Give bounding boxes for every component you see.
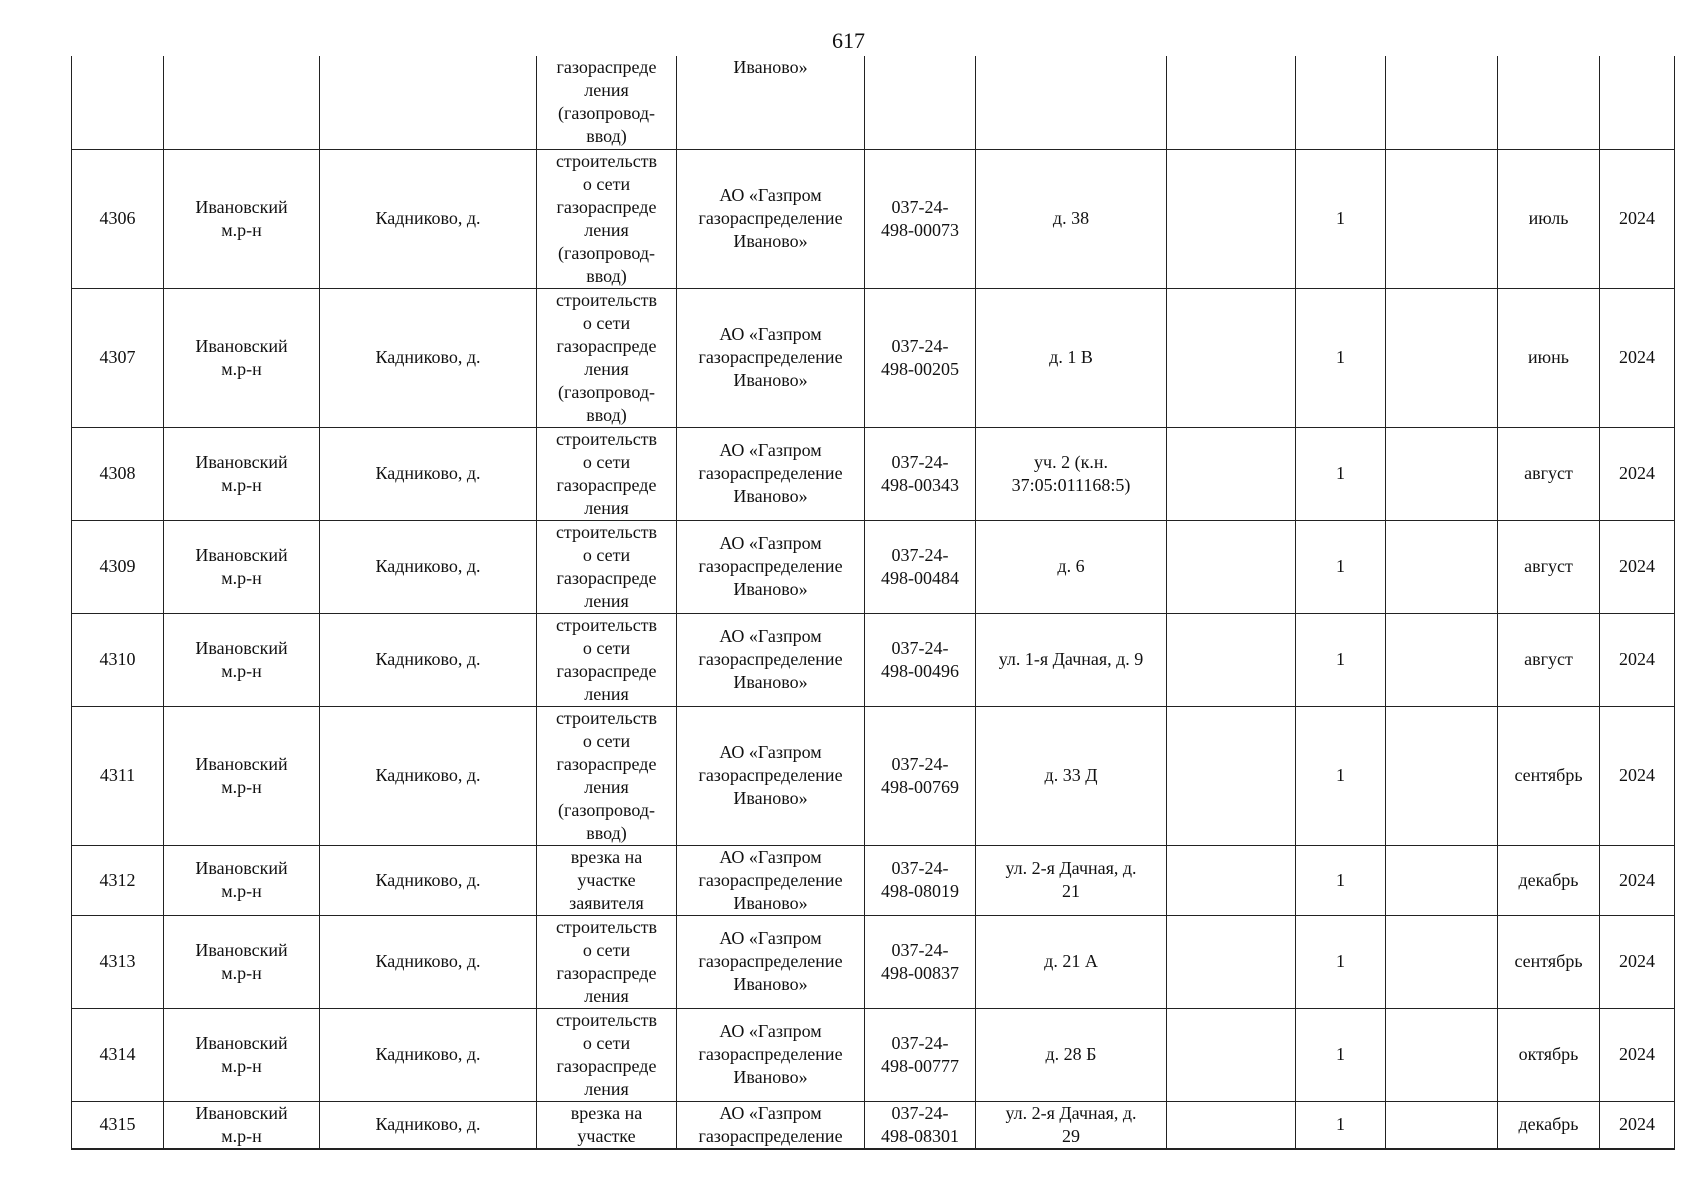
cell-line: м.р-н xyxy=(221,962,262,983)
cell-line: Иваново» xyxy=(733,788,808,808)
cell-line: газораспределение xyxy=(698,347,843,367)
cell-line: ления xyxy=(584,683,629,704)
cell-year: 2024 xyxy=(1600,1101,1675,1149)
cell-address xyxy=(976,56,1167,149)
cell-line: АО «Газпром xyxy=(719,185,822,205)
cell-count: 1 xyxy=(1296,427,1386,520)
continued-row xyxy=(72,56,1675,149)
cell-line: АО «Газпром xyxy=(719,1021,822,1041)
cell-month: июль xyxy=(1498,149,1600,288)
cell-count: 1 xyxy=(1296,613,1386,706)
cell-line: ул. 1-я Дачная, д. 9 xyxy=(998,649,1144,669)
cell-line: 498-00073 xyxy=(881,219,959,240)
cell-month: декабрь xyxy=(1498,1101,1600,1149)
cell-address xyxy=(976,288,1167,427)
cell-address xyxy=(976,149,1167,288)
page-number: 617 xyxy=(832,28,865,53)
cell-line: ввод) xyxy=(586,265,627,286)
cell-line: Ивановский xyxy=(195,858,288,878)
cell-line: 498-08301 xyxy=(881,1125,959,1146)
cell-line: 21 xyxy=(1062,881,1080,901)
cell-line: Иваново» xyxy=(733,672,808,692)
cell-line: (газопровод- xyxy=(557,242,655,263)
cell-line: м.р-н xyxy=(221,1055,262,1076)
cell-line: ления xyxy=(584,985,629,1006)
cell-line: д. 38 xyxy=(1052,208,1090,228)
cell-work-type xyxy=(537,1101,677,1149)
cell-line: строительств xyxy=(555,916,658,937)
cell-line: д. 33 Д xyxy=(1044,765,1098,785)
cell-line: м.р-н xyxy=(221,219,262,240)
cell-line: врезка на xyxy=(570,1102,643,1123)
cell-district xyxy=(164,613,320,706)
cell-line: о сети xyxy=(582,312,631,333)
cell-line: газораспреде xyxy=(556,660,657,681)
cell-line: м.р-н xyxy=(221,660,262,681)
cell-num: 4307 xyxy=(72,288,164,427)
cell-organization xyxy=(677,288,865,427)
cell-line: ввод) xyxy=(586,404,627,425)
cell-line: ления xyxy=(584,80,629,100)
cell-line: 498-00205 xyxy=(881,358,959,379)
cell-locality: Кадниково, д. xyxy=(320,845,537,915)
cell-empty-1 xyxy=(1167,845,1296,915)
cell-line: м.р-н xyxy=(221,881,262,901)
cell-line: АО «Газпром xyxy=(719,928,822,948)
cell-line: 498-00769 xyxy=(881,776,959,797)
cell-locality: Кадниково, д. xyxy=(320,427,537,520)
cell-line: ления xyxy=(584,497,629,518)
cell-month: декабрь xyxy=(1498,845,1600,915)
cell-empty-2 xyxy=(1386,1008,1498,1101)
cell-count xyxy=(1296,56,1386,149)
table-row xyxy=(72,613,1675,706)
cell-num: 4314 xyxy=(72,1008,164,1101)
cell-num: 4310 xyxy=(72,613,164,706)
cell-line: ления xyxy=(584,776,629,797)
cell-line: 29 xyxy=(1062,1125,1080,1146)
cell-year: 2024 xyxy=(1600,706,1675,845)
cell-line: о сети xyxy=(582,451,631,472)
cell-line: д. 6 xyxy=(1057,556,1085,576)
cell-line: ления xyxy=(584,590,629,611)
cell-year xyxy=(1600,56,1675,149)
cell-line: газораспределение xyxy=(698,208,843,228)
cell-month xyxy=(1498,56,1600,149)
cell-address xyxy=(976,915,1167,1008)
cell-month: август xyxy=(1498,613,1600,706)
cell-line: ввод) xyxy=(586,126,627,146)
cell-num: 4315 xyxy=(72,1101,164,1149)
cell-line: о сети xyxy=(582,637,631,658)
table-row xyxy=(72,845,1675,915)
cell-line: строительств xyxy=(555,521,658,542)
cell-work-type xyxy=(537,915,677,1008)
cell-empty-2 xyxy=(1386,56,1498,149)
cell-work-type xyxy=(537,706,677,845)
cell-line: 37:05:011168:5) xyxy=(1011,474,1131,495)
cell-line: Иваново» xyxy=(733,892,808,913)
cell-address xyxy=(976,520,1167,613)
cell-empty-1 xyxy=(1167,613,1296,706)
cell-app-number xyxy=(865,845,976,915)
cell-line: Ивановский xyxy=(195,196,288,217)
cell-line: газораспределение xyxy=(698,951,843,971)
cell-empty-1 xyxy=(1167,427,1296,520)
cell-line: строительств xyxy=(555,1009,658,1030)
cell-line: АО «Газпром xyxy=(719,846,822,867)
cell-locality: Кадниково, д. xyxy=(320,1008,537,1101)
cell-line: газораспреде xyxy=(556,196,657,217)
table-row xyxy=(72,288,1675,427)
cell-count: 1 xyxy=(1296,915,1386,1008)
cell-line: газораспределение xyxy=(698,869,843,890)
cell-empty-1 xyxy=(1167,1101,1296,1149)
cell-line: газораспределение xyxy=(698,463,843,483)
cell-line: Иваново» xyxy=(733,370,808,390)
cell-line: строительств xyxy=(555,614,658,635)
cell-app-number xyxy=(865,149,976,288)
cell-line: 037-24- xyxy=(891,335,949,356)
cell-line: газораспреде xyxy=(556,962,657,983)
table-row xyxy=(72,149,1675,288)
cell-line: Ивановский xyxy=(195,637,288,658)
gas-connection-register-table xyxy=(71,56,1675,1150)
cell-month: август xyxy=(1498,427,1600,520)
cell-line: участке xyxy=(577,869,636,890)
cell-district xyxy=(164,520,320,613)
cell-line: газораспреде xyxy=(556,753,657,774)
register-body xyxy=(72,56,1675,1149)
cell-empty-2 xyxy=(1386,1101,1498,1149)
cell-line: газораспреде xyxy=(556,1055,657,1076)
cell-app-number xyxy=(865,1101,976,1149)
cell-address xyxy=(976,1101,1167,1149)
cell-line: АО «Газпром xyxy=(719,626,822,646)
cell-line: ления xyxy=(584,1078,629,1099)
cell-num: 4309 xyxy=(72,520,164,613)
cell-app-number xyxy=(865,613,976,706)
cell-line: 498-00777 xyxy=(881,1055,959,1076)
cell-district xyxy=(164,149,320,288)
cell-empty-2 xyxy=(1386,706,1498,845)
cell-line: Ивановский xyxy=(195,753,288,774)
cell-count: 1 xyxy=(1296,706,1386,845)
cell-organization xyxy=(677,56,865,149)
table-row xyxy=(72,1101,1675,1149)
cell-count: 1 xyxy=(1296,520,1386,613)
cell-line: газораспреде xyxy=(556,335,657,356)
cell-year: 2024 xyxy=(1600,915,1675,1008)
cell-line: 037-24- xyxy=(891,544,949,565)
cell-line: м.р-н xyxy=(221,567,262,588)
cell-line: АО «Газпром xyxy=(719,742,822,762)
cell-app-number xyxy=(865,56,976,149)
cell-district xyxy=(164,427,320,520)
cell-organization xyxy=(677,520,865,613)
cell-count: 1 xyxy=(1296,845,1386,915)
cell-line: газораспреде xyxy=(556,474,657,495)
cell-line: Иваново» xyxy=(733,486,808,506)
cell-line: о сети xyxy=(582,730,631,751)
cell-organization xyxy=(677,613,865,706)
cell-work-type xyxy=(537,1008,677,1101)
table-row xyxy=(72,915,1675,1008)
cell-num: 4306 xyxy=(72,149,164,288)
cell-line: врезка на xyxy=(570,846,643,867)
cell-line: 498-00484 xyxy=(881,567,959,588)
cell-line: 037-24- xyxy=(891,1102,949,1123)
cell-empty-2 xyxy=(1386,845,1498,915)
cell-organization xyxy=(677,915,865,1008)
cell-count: 1 xyxy=(1296,288,1386,427)
cell-line: строительств xyxy=(555,150,658,171)
cell-line: м.р-н xyxy=(221,358,262,379)
cell-month: сентябрь xyxy=(1498,915,1600,1008)
cell-year: 2024 xyxy=(1600,427,1675,520)
cell-line: газораспределение xyxy=(698,1125,843,1146)
cell-empty-2 xyxy=(1386,613,1498,706)
cell-line: 037-24- xyxy=(891,196,949,217)
cell-empty-1 xyxy=(1167,288,1296,427)
cell-organization xyxy=(677,427,865,520)
cell-num xyxy=(72,56,164,149)
cell-app-number xyxy=(865,520,976,613)
cell-line: участке xyxy=(577,1125,636,1146)
cell-line: Иваново» xyxy=(733,57,808,77)
cell-line: 037-24- xyxy=(891,858,949,878)
cell-empty-2 xyxy=(1386,149,1498,288)
cell-line: газораспределение xyxy=(698,556,843,576)
cell-app-number xyxy=(865,915,976,1008)
cell-line: 037-24- xyxy=(891,753,949,774)
cell-month: август xyxy=(1498,520,1600,613)
cell-work-type xyxy=(537,520,677,613)
cell-address xyxy=(976,427,1167,520)
cell-line: (газопровод- xyxy=(557,103,655,123)
cell-year: 2024 xyxy=(1600,520,1675,613)
cell-year: 2024 xyxy=(1600,613,1675,706)
cell-line: 498-08019 xyxy=(881,881,959,901)
table-row xyxy=(72,520,1675,613)
cell-line: о сети xyxy=(582,544,631,565)
cell-line: о сети xyxy=(582,1032,631,1053)
cell-line: м.р-н xyxy=(221,474,262,495)
cell-line: газораспреде xyxy=(556,567,657,588)
cell-line: газораспределение xyxy=(698,1044,843,1064)
cell-address xyxy=(976,845,1167,915)
cell-empty-2 xyxy=(1386,288,1498,427)
cell-line: 498-00343 xyxy=(881,474,959,495)
cell-count: 1 xyxy=(1296,1008,1386,1101)
cell-num: 4312 xyxy=(72,845,164,915)
cell-line: строительств xyxy=(555,428,658,449)
cell-year: 2024 xyxy=(1600,1008,1675,1101)
cell-district xyxy=(164,915,320,1008)
cell-year: 2024 xyxy=(1600,845,1675,915)
cell-line: АО «Газпром xyxy=(719,324,822,344)
cell-line: д. 28 Б xyxy=(1045,1044,1097,1064)
cell-line: Ивановский xyxy=(195,544,288,565)
cell-line: м.р-н xyxy=(221,776,262,797)
cell-line: 037-24- xyxy=(891,637,949,658)
cell-locality: Кадниково, д. xyxy=(320,706,537,845)
cell-line: газораспреде xyxy=(556,57,657,77)
cell-line: ления xyxy=(584,358,629,379)
cell-line: Иваново» xyxy=(733,231,808,251)
cell-empty-1 xyxy=(1167,520,1296,613)
cell-district xyxy=(164,56,320,149)
cell-line: 498-00837 xyxy=(881,962,959,983)
cell-organization xyxy=(677,706,865,845)
cell-line: заявителя xyxy=(569,892,644,913)
cell-empty-1 xyxy=(1167,1008,1296,1101)
cell-line: строительств xyxy=(555,707,658,728)
cell-district xyxy=(164,288,320,427)
cell-line: 498-00496 xyxy=(881,660,959,681)
cell-locality: Кадниково, д. xyxy=(320,613,537,706)
cell-line: м.р-н xyxy=(221,1125,262,1146)
cell-empty-1 xyxy=(1167,915,1296,1008)
cell-count: 1 xyxy=(1296,1101,1386,1149)
cell-line: д. 1 В xyxy=(1049,347,1093,367)
cell-line: АО «Газпром xyxy=(719,533,822,553)
cell-organization xyxy=(677,1101,865,1149)
cell-address xyxy=(976,613,1167,706)
cell-month: июнь xyxy=(1498,288,1600,427)
table-row xyxy=(72,706,1675,845)
cell-locality: Кадниково, д. xyxy=(320,149,537,288)
cell-line: АО «Газпром xyxy=(719,1102,822,1123)
cell-district xyxy=(164,1008,320,1101)
cell-line: Ивановский xyxy=(195,335,288,356)
cell-line: о сети xyxy=(582,939,631,960)
cell-locality: Кадниково, д. xyxy=(320,915,537,1008)
cell-organization xyxy=(677,845,865,915)
cell-line: (газопровод- xyxy=(557,799,655,820)
cell-empty-1 xyxy=(1167,149,1296,288)
cell-line: Иваново» xyxy=(733,1067,808,1087)
table-row xyxy=(72,427,1675,520)
cell-line: ул. 2-я Дачная, д. xyxy=(1005,858,1137,878)
cell-line: газораспределение xyxy=(698,765,843,785)
cell-empty-1 xyxy=(1167,706,1296,845)
cell-work-type xyxy=(537,845,677,915)
cell-line: 037-24- xyxy=(891,451,949,472)
cell-empty-2 xyxy=(1386,520,1498,613)
cell-line: 037-24- xyxy=(891,939,949,960)
cell-locality: Кадниково, д. xyxy=(320,288,537,427)
cell-num: 4311 xyxy=(72,706,164,845)
cell-line: ления xyxy=(584,219,629,240)
cell-line: 037-24- xyxy=(891,1032,949,1053)
cell-app-number xyxy=(865,288,976,427)
cell-locality xyxy=(320,56,537,149)
cell-empty-2 xyxy=(1386,915,1498,1008)
cell-line: Иваново» xyxy=(733,579,808,599)
cell-year: 2024 xyxy=(1600,288,1675,427)
cell-app-number xyxy=(865,706,976,845)
cell-work-type xyxy=(537,149,677,288)
cell-line: Ивановский xyxy=(195,939,288,960)
cell-line: Ивановский xyxy=(195,1032,288,1053)
cell-app-number xyxy=(865,427,976,520)
cell-line: о сети xyxy=(582,173,631,194)
cell-organization xyxy=(677,1008,865,1101)
cell-line: строительств xyxy=(555,289,658,310)
cell-num: 4308 xyxy=(72,427,164,520)
cell-line: Иваново» xyxy=(733,974,808,994)
cell-count: 1 xyxy=(1296,149,1386,288)
cell-address xyxy=(976,1008,1167,1101)
cell-empty-1 xyxy=(1167,56,1296,149)
table-row xyxy=(72,1008,1675,1101)
cell-organization xyxy=(677,149,865,288)
cell-address xyxy=(976,706,1167,845)
cell-locality: Кадниково, д. xyxy=(320,520,537,613)
cell-work-type xyxy=(537,427,677,520)
cell-work-type xyxy=(537,613,677,706)
cell-num: 4313 xyxy=(72,915,164,1008)
cell-district xyxy=(164,845,320,915)
cell-year: 2024 xyxy=(1600,149,1675,288)
cell-line: д. 21 А xyxy=(1044,951,1098,971)
cell-line: ул. 2-я Дачная, д. xyxy=(1005,1102,1137,1123)
cell-line: уч. 2 (к.н. xyxy=(1034,451,1108,472)
cell-empty-2 xyxy=(1386,427,1498,520)
cell-month: октябрь xyxy=(1498,1008,1600,1101)
cell-work-type xyxy=(537,288,677,427)
cell-app-number xyxy=(865,1008,976,1101)
cell-line: Ивановский xyxy=(195,1102,288,1123)
cell-district xyxy=(164,1101,320,1149)
cell-line: Ивановский xyxy=(195,451,288,472)
cell-month: сентябрь xyxy=(1498,706,1600,845)
cell-line: АО «Газпром xyxy=(719,440,822,460)
cell-locality: Кадниково, д. xyxy=(320,1101,537,1149)
cell-district xyxy=(164,706,320,845)
cell-line: ввод) xyxy=(586,822,627,843)
cell-line: (газопровод- xyxy=(557,381,655,402)
cell-line: газораспределение xyxy=(698,649,843,669)
cell-work-type xyxy=(537,56,677,149)
